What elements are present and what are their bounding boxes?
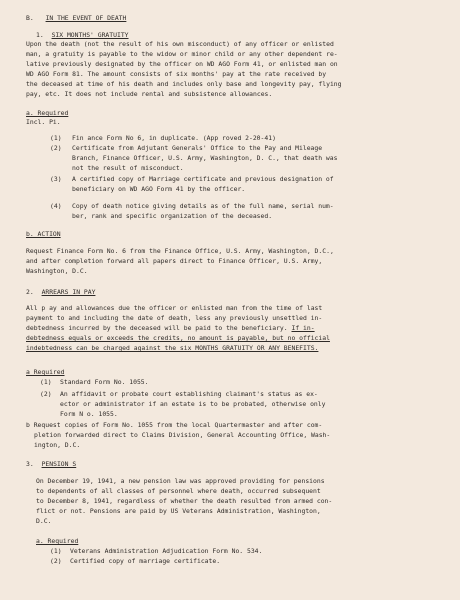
gratuity-paragraph-line: lative previously designated by the officer on WD AGO Form 41, or enlisted man on: [26, 60, 338, 68]
item-title: ARREARS IN PAY: [41, 288, 96, 296]
list-number: (2): [50, 557, 62, 565]
gratuity-required-label: a. Required: [26, 109, 69, 117]
list-item-text: Certified copy of marriage certificate.: [70, 557, 221, 565]
gratuity-heading: [36, 31, 129, 39]
list-item-text: not the result of misconduct.: [72, 164, 184, 172]
pensions-paragraph-line: On December 19, 1941, a new pension law was approved providing for pensions: [36, 477, 325, 485]
list-number: (4): [50, 202, 62, 210]
list-item-text: Branch, Finance Officer, U.S. Army, Washington, D. C., that death was: [72, 154, 338, 162]
action-label: b. ACTION: [26, 230, 61, 238]
arrears-paragraph-line: payment to and including the date of death, less any previously unsettled in-: [26, 314, 323, 322]
pensions-paragraph-line: to dependents of all classes of personnel where death, occurred subsequent: [36, 487, 321, 495]
arrears-underlined-line: debtedness equals or exceeds the credits, no amount is payable, but no official: [26, 334, 330, 342]
list-item-text: ber, rank and specific organization of the deceased.: [72, 212, 273, 220]
list-number: (1): [50, 547, 62, 555]
section-number: B.: [26, 14, 34, 22]
action-paragraph-line: Washington, D.C.: [26, 267, 88, 275]
item-number: 2.: [26, 288, 34, 296]
pensions-required-label: a. Required: [36, 537, 79, 545]
gratuity-paragraph-line: man, a gratuity is payable to the widow or minor child or any other dependent re-: [26, 50, 338, 58]
gratuity-paragraph-line: pay, etc. It does not include rental and subsistence allowances.: [26, 90, 273, 98]
arrears-required-label: a Required: [26, 368, 65, 376]
gratuity-paragraph-line: Upon the death (not the result of his own misconduct) of any officer or enlisted: [26, 40, 334, 48]
arrears-b-line: b Request copies of Form No. 1055 from the local Quartermaster and after com-: [26, 421, 323, 429]
action-paragraph-line: and after completion forward all papers direct to Finance Officer, U.S. Army,: [26, 257, 323, 265]
arrears-underlined-text: If in-: [291, 324, 315, 332]
pensions-paragraph-line: to December 8, 1941, regardless of whether the death resulted from armed con-: [36, 497, 333, 505]
gratuity-paragraph-line: WD AGO Form 81. The amount consists of six months' pay at the rate received by: [26, 70, 327, 78]
list-item-text: Fin ance Form No 6, in duplicate. (App roved 2-20-41): [72, 134, 276, 142]
pensions-paragraph-line: flict or not. Pensions are paid by US Veterans Administration, Washington,: [36, 507, 321, 515]
arrears-b-line: ington, D.C.: [34, 441, 81, 449]
list-item-text: Copy of death notice giving details as of the full name, serial num-: [72, 202, 334, 210]
list-item-text: beneficiary on WD AGO Form 41 by the officer.: [72, 185, 246, 193]
arrears-paragraph-text: debtedness incurred by the deceased will be paid to the beneficiary.: [26, 324, 288, 332]
section-title: IN THE EVENT OF DEATH: [45, 14, 127, 22]
arrears-paragraph-line: [26, 324, 315, 332]
gratuity-required-sublabel: Incl. Pi.: [26, 118, 61, 126]
list-number: (3): [50, 175, 62, 183]
item-title: PENSION S: [41, 460, 77, 468]
arrears-paragraph-line: All p ay and allowances due the officer or enlisted man from the time of last: [26, 304, 323, 312]
list-item-text: Veterans Administration Adjudication Form No. 534.: [70, 547, 263, 555]
section-b-heading: [26, 14, 126, 22]
list-item-text: An affidavit or probate court establishing claimant's status as ex-: [60, 390, 318, 398]
item-number: 1.: [36, 31, 44, 39]
item-number: 3.: [26, 460, 34, 468]
list-number: (1): [40, 378, 52, 386]
list-number: (1): [50, 134, 62, 142]
arrears-underlined-line: indebtedness can be charged against the six MONTHS GRATUITY OR ANY BENEFITS.: [26, 344, 319, 352]
list-item-text: ector or administrator if an estate is to be probated, otherwise only: [60, 400, 326, 408]
list-number: (2): [50, 144, 62, 152]
item-title: SIX MONTHS' GRATUITY: [51, 31, 129, 39]
list-item-text: Certificate from Adjutant Generals' Office to the Pay and Mileage: [72, 144, 323, 152]
arrears-heading: [26, 288, 95, 296]
pensions-paragraph-line: D.C.: [36, 517, 52, 525]
list-item-text: Standard Form No. 1055.: [60, 378, 149, 386]
list-item-text: Form N o. 1055.: [60, 410, 118, 418]
gratuity-paragraph-line: the deceased at time of his death and includes only base and longevity pay, flying: [26, 80, 342, 88]
list-item-text: A certified copy of Marriage certificate and previous designation of: [72, 175, 334, 183]
arrears-b-line: pletion forwarded direct to Claims Division, General Accounting Office, Wash-: [34, 431, 331, 439]
action-paragraph-line: Request Finance Form No. 6 from the Finance Office, U.S. Army, Washington, D.C.,: [26, 247, 334, 255]
list-number: (2): [40, 390, 52, 398]
pensions-heading: [26, 460, 76, 468]
